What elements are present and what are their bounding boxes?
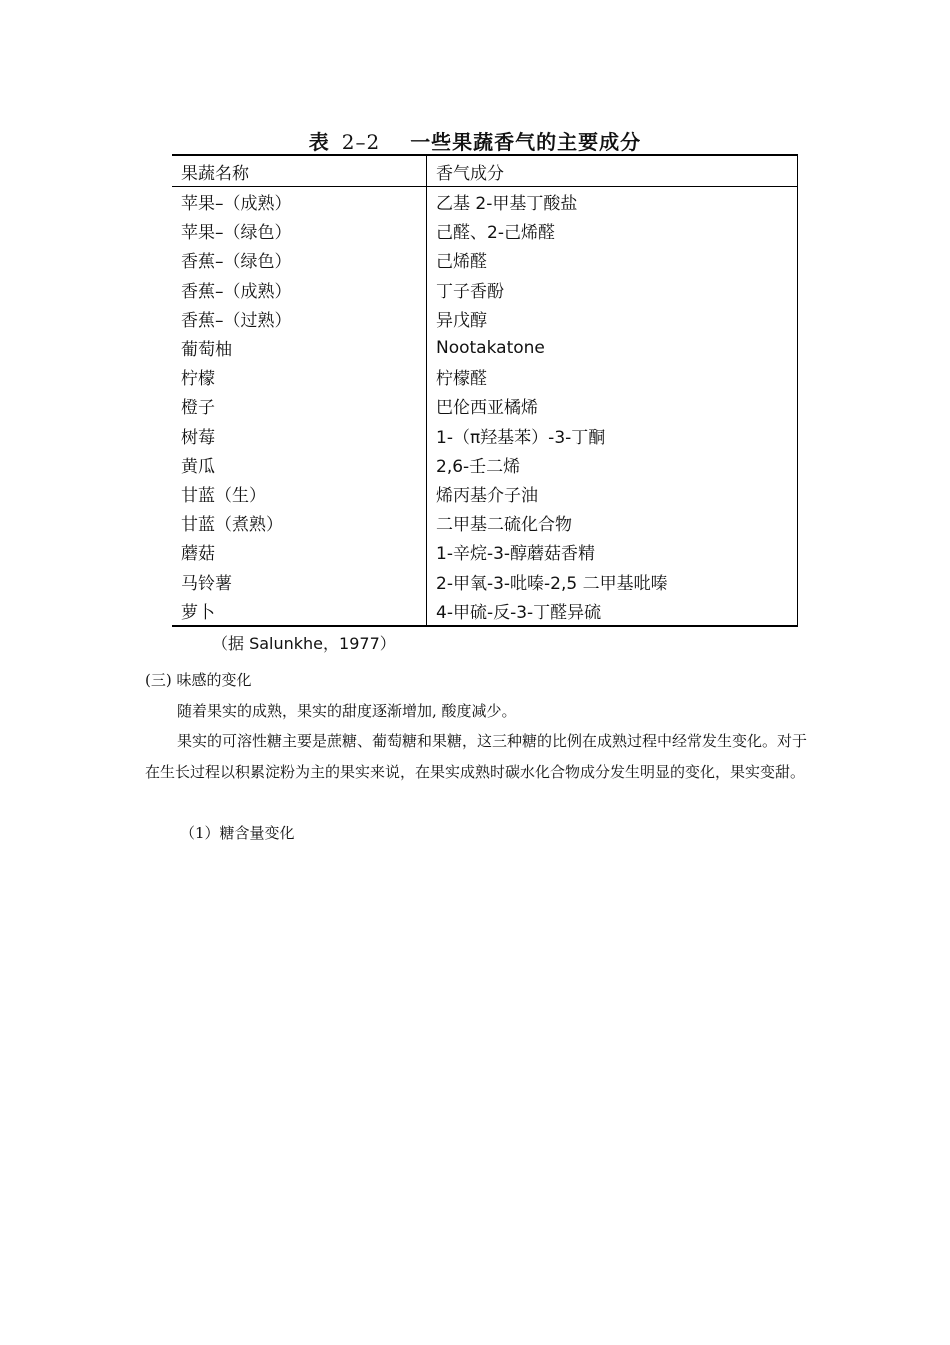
cell-name: 甘蓝（生） <box>172 479 427 508</box>
aroma-table <box>172 154 798 627</box>
cell-name: 甘蓝（煮熟） <box>172 508 427 537</box>
table-title <box>0 126 950 155</box>
table-row <box>172 450 798 479</box>
cell-component: 二甲基二硫化合物 <box>427 508 798 537</box>
cell-component: 乙基 2-甲基丁酸盐 <box>427 187 798 217</box>
cell-component: 2-甲氧-3-吡嗪-2,5 二甲基吡嗪 <box>427 566 798 595</box>
cell-name: 香蕉–（绿色） <box>172 245 427 274</box>
paragraph: 果实的可溶性糖主要是蔗糖、葡萄糖和果糖，这三种糖的比例在成熟过程中经常发生变化。对于在生长过程以积累淀粉为主的果实来说，在果实成熟时碳水化合物成分发生明显的变化，果实变甜。 <box>145 732 808 781</box>
table-row <box>172 216 798 245</box>
cell-component: 异戊醇 <box>427 304 798 333</box>
cell-name: 树莓 <box>172 421 427 450</box>
cell-name: 苹果–（绿色） <box>172 216 427 245</box>
table-row <box>172 566 798 595</box>
table-header-row <box>172 155 798 187</box>
cell-component: 己醛、2-己烯醛 <box>427 216 798 245</box>
table-number: 2–2 <box>341 130 381 154</box>
cell-name: 橙子 <box>172 391 427 420</box>
header-fruit-name: 果蔬名称 <box>172 155 427 187</box>
cell-component: 丁子香酚 <box>427 275 798 304</box>
table-row <box>172 421 798 450</box>
header-aroma-component: 香气成分 <box>427 155 798 187</box>
cell-component: 4-甲硫-反-3-丁醛异硫 <box>427 596 798 626</box>
cell-component: 2,6-壬二烯 <box>427 450 798 479</box>
cell-component: 巴伦西亚橘烯 <box>427 391 798 420</box>
cell-name: 萝卜 <box>172 596 427 626</box>
cell-name: 蘑菇 <box>172 537 427 566</box>
cell-component: Nootakatone <box>427 333 798 362</box>
cell-name: 黄瓜 <box>172 450 427 479</box>
table-label: 表 <box>308 130 330 154</box>
cell-component: 己烯醛 <box>427 245 798 274</box>
table-source-note: （据 Salunkhe，1977） <box>212 634 396 653</box>
table-row <box>172 245 798 274</box>
sub-heading: （1）糖含量变化 <box>180 824 295 842</box>
paragraph: 随着果实的成熟，果实的甜度逐渐增加, 酸度减少。 <box>177 702 517 720</box>
table-row <box>172 508 798 537</box>
cell-name: 柠檬 <box>172 362 427 391</box>
section-heading: (三) 味感的变化 <box>145 671 252 689</box>
cell-name: 香蕉–（过熟） <box>172 304 427 333</box>
table-row <box>172 391 798 420</box>
table-caption: 一些果蔬香气的主要成分 <box>410 130 642 154</box>
table-row <box>172 537 798 566</box>
table-row <box>172 304 798 333</box>
cell-name: 马铃薯 <box>172 566 427 595</box>
cell-component: 1-（π羟基苯）-3-丁酮 <box>427 421 798 450</box>
cell-name: 葡萄柚 <box>172 333 427 362</box>
table-row <box>172 596 798 626</box>
cell-component: 柠檬醛 <box>427 362 798 391</box>
table-row <box>172 333 798 362</box>
table-row <box>172 362 798 391</box>
cell-name: 香蕉–（成熟） <box>172 275 427 304</box>
table-row <box>172 187 798 217</box>
table-row <box>172 479 798 508</box>
cell-name: 苹果–（成熟） <box>172 187 427 217</box>
cell-component: 1-辛烷-3-醇蘑菇香精 <box>427 537 798 566</box>
cell-component: 烯丙基介子油 <box>427 479 798 508</box>
table-row <box>172 275 798 304</box>
